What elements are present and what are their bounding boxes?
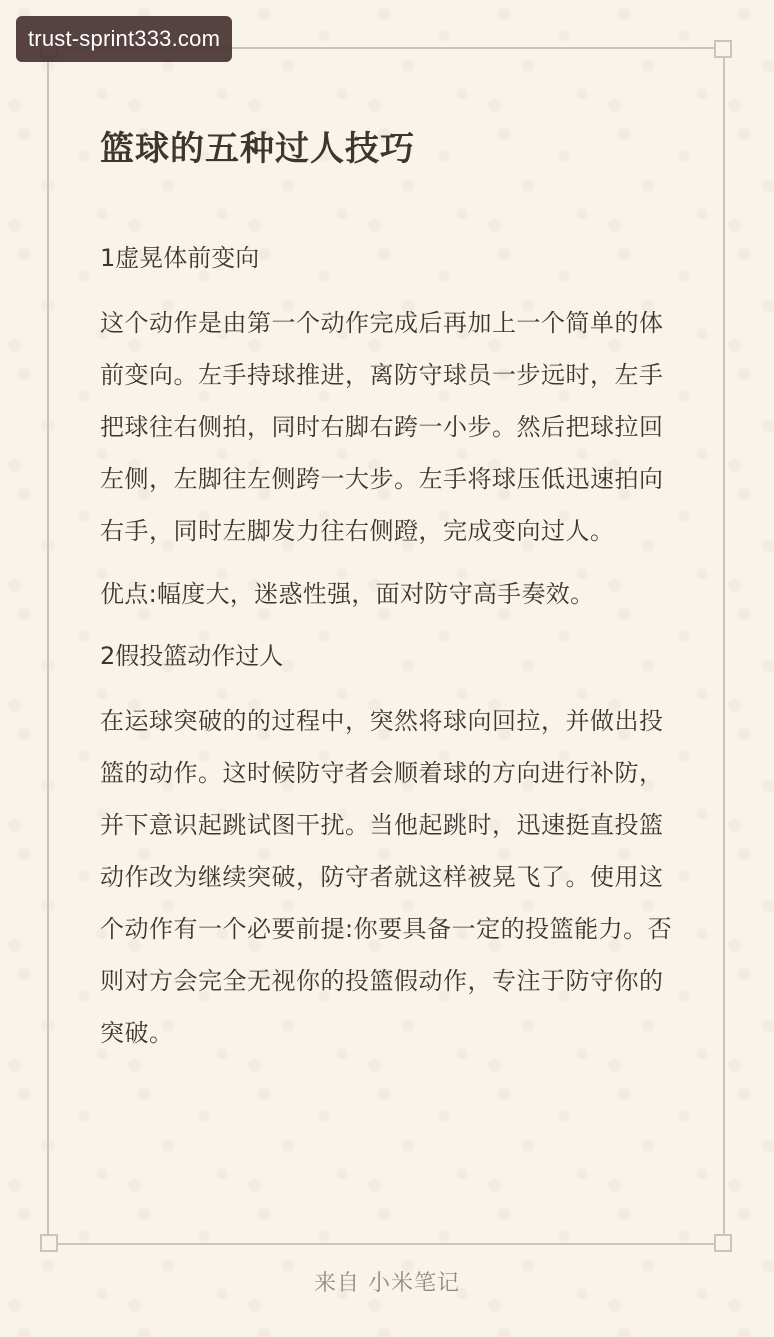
note-body	[100, 240, 675, 1070]
frame-corner-ornament	[714, 40, 732, 58]
section-heading: 1虚晃体前变向	[100, 244, 260, 272]
note-title: 篮球的五种过人技巧	[100, 129, 415, 169]
section-paragraph: 在运球突破的的过程中，突然将球向回拉，并做出投篮的动作。这时候防守者会顺着球的方向进行补防，并下意识起跳试图干扰。当他起跳时，迅速挺直投篮动作改为继续突破，防守者就这样被晃飞了。使用这个动作有一个必要前提:你要具备一定的投篮能力。否则对方会完全无视你的投篮假动作，专注于防守你的突破。	[100, 707, 673, 1047]
source-footer: 来自 小米笔记	[314, 1271, 460, 1296]
section-paragraph: 这个动作是由第一个动作完成后再加上一个简单的体前变向。左手持球推进，离防守球员一步远时，左手把球往右侧拍，同时右脚右跨一小步。然后把球拉回左侧，左脚往左侧跨一大步。左手将球压低迅速拍向右手，同时左脚发力往右侧蹬，完成变向过人。	[100, 309, 664, 545]
frame-corner-ornament	[40, 1234, 58, 1252]
section-pros: 优点:幅度大，迷惑性强，面对防守高手奏效。	[100, 580, 595, 608]
section-1	[100, 240, 675, 620]
section-2	[100, 638, 675, 1059]
frame-corner-ornament	[714, 1234, 732, 1252]
section-heading: 2假投篮动作过人	[100, 642, 284, 670]
watermark-label: trust-sprint333.com	[16, 16, 232, 62]
